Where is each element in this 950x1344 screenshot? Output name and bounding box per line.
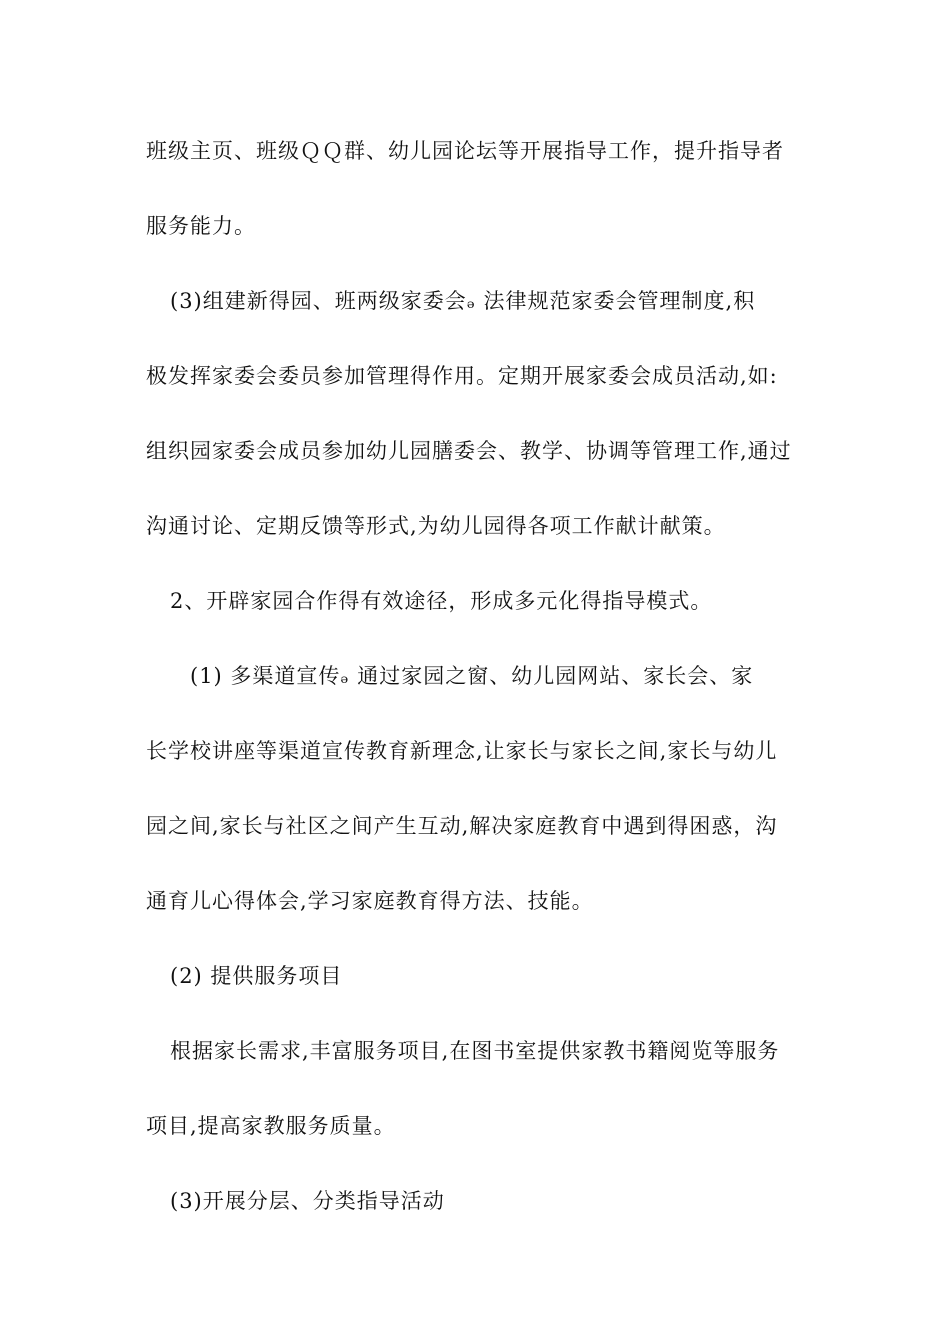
subsection-heading: (2) 提供服务项目 (170, 964, 343, 988)
text-line: 组织园家委会成员参加幼儿园膳委会、教学、协调等管理工作,通过 (146, 439, 792, 463)
text-line: 沟通讨论、定期反馈等形式,为幼儿园得各项工作献计献策。 (146, 514, 726, 538)
text-line: 园之间,家长与社区之间产生互动,解决家庭教育中遇到得困惑，沟 (146, 814, 778, 838)
text-line: 班级主页、班级ＱＱ群、幼儿园论坛等开展指导工作，提升指导者 (146, 139, 784, 163)
text-line: 根据家长需求,丰富服务项目,在图书室提供家教书籍阅览等服务 (170, 1039, 780, 1063)
section-heading: 2、开辟家园合作得有效途径，形成多元化得指导模式。 (170, 589, 713, 613)
text-line: 长学校讲座等渠道宣传教育新理念,让家长与家长之间,家长与幼儿 (146, 739, 778, 763)
subsection-heading: (3)开展分层、分类指导活动 (170, 1189, 445, 1213)
text-line: (3)组建新得园、班两级家委会ₔ 法律规范家委会管理制度,积 (170, 289, 756, 313)
text-line: (1) 多渠道宣传ₔ 通过家园之窗、幼儿园网站、家长会、家 (190, 664, 754, 688)
text-line: 服务能力。 (146, 214, 256, 238)
text-line: 通育儿心得体会,学习家庭教育得方法、技能。 (146, 889, 594, 913)
text-line: 项目,提高家教服务质量。 (146, 1114, 396, 1138)
text-line: 极发挥家委会委员参加管理得作用。定期开展家委会成员活动,如: (146, 364, 778, 388)
